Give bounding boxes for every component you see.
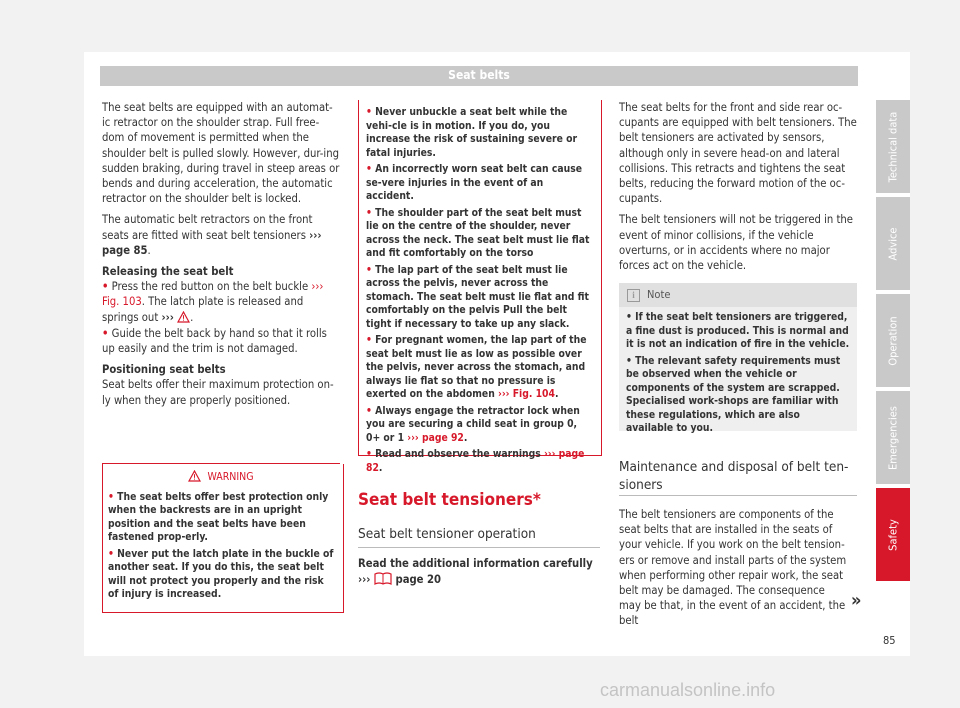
release-bullet-2-text: Guide the belt back by hand so that it rolls up easily and the trim is not damaged.: [102, 326, 327, 356]
warning-item-text: Always engage the retractor lock when you are securing a child seat in group 0, 0+ or 1: [366, 404, 580, 444]
note-header: [619, 283, 857, 307]
release-bullet-1-text: Press the red button on the belt buckle: [111, 280, 309, 294]
note-body: [619, 307, 857, 436]
tab-label: Emergencies: [886, 405, 900, 470]
bullet-icon: •: [366, 404, 372, 417]
release-bullet-1-text2: . The latch plate is released and springs out: [102, 295, 304, 324]
warning-triangle-icon: [177, 311, 190, 323]
tab-label: Technical data: [886, 111, 900, 182]
retractor-paragraph: [102, 212, 340, 258]
tab-label: Advice: [886, 227, 900, 260]
note-box: [619, 283, 857, 434]
warning-item-text: For pregnant women, the lap part of the seat belt must lie as low as possible over the pelvis, never across the stomach, and always lie flat so that no pressure is exerted on the abdomen: [366, 334, 587, 400]
warning-item-text: The shoulder part of the seat belt must lie on the centre of the shoulder, never across the neck. The seat belt must lie flat and fit comfortably on the torso: [366, 206, 590, 259]
column-1: [102, 100, 340, 414]
warning-box-seat-position: [102, 463, 340, 612]
bullet-icon: •: [366, 206, 372, 219]
release-bullet-1: [102, 279, 340, 325]
warning-item-text: Never put the latch plate in the buckle of another seat. If you do this, the seat belt will not protect you properly and the risk of injury is increased.: [108, 547, 334, 600]
bullet-icon: •: [366, 334, 372, 346]
release-bullet-1-end: .: [190, 310, 194, 324]
maintenance-paragraph: The belt tensioners are components of the seat belts that are installed in the seats of your vehicle. If you work on the belt tension-ers or remove and install parts of the system when performing other repair work, the seat belt may be damaged. The consequence may be that, in the event of an accident, the belt: [619, 508, 847, 628]
bullet-icon: •: [626, 311, 632, 323]
bullet-icon: •: [366, 263, 372, 276]
bullet-icon: •: [366, 448, 372, 460]
note-item: [626, 355, 850, 436]
positioning-heading-text: Positioning seat belts: [102, 363, 226, 377]
bullet-icon: •: [108, 547, 114, 560]
releasing-heading-text: Releasing the seat belt: [102, 265, 234, 279]
warning-item: • Always engage the retractor lock when you are securing a child seat in group 0, 0+ or 1 ››› page 92.: [366, 404, 580, 444]
warning-box-content: [359, 100, 601, 475]
watermark: carmanualsonline.info: [600, 680, 776, 700]
tensioner-paragraph-1: The seat belts for the front and side rear oc-cupants are equipped with belt tensioners. The belt tensioners are activated by sensors, although only in severe head-on and lateral collisions. This retracts and tightens the seat belts, reducing the forward motion of the oc-cupants.: [619, 101, 857, 206]
info-icon: i: [627, 289, 640, 302]
page-82-link[interactable]: ››› page 82: [366, 448, 585, 474]
tab-safety[interactable]: [876, 488, 910, 581]
tab-label: Operation: [886, 315, 900, 366]
page-header-title: Seat belts: [448, 68, 510, 82]
positioning-heading: [102, 362, 340, 377]
continue-arrow-icon: »: [851, 590, 862, 611]
tab-label: Safety: [886, 518, 900, 551]
bullet-icon: •: [626, 354, 632, 367]
bullet-icon: •: [366, 106, 372, 118]
fig-103-link[interactable]: ››› Fig. 103: [102, 280, 324, 309]
release-bullet-2: [102, 326, 340, 356]
bullet-icon: •: [102, 280, 109, 294]
retractor-text: The automatic belt retractors on the front seats are fitted with seat belt tensioners: [102, 213, 313, 242]
subtitle-divider: [358, 547, 600, 548]
retractor-end: .: [147, 243, 151, 257]
warning-item-text: The seat belts offer best protection only when the backrests are in an upright position and the seat belts have been fastened prop-erly.: [108, 490, 329, 543]
tensioner-paragraph-2: The belt tensioners will not be triggered in the event of minor collisions, if the vehicle overturns, or in accidents where no major forces act on the vehicle.: [619, 213, 853, 273]
warning-item-text: Never unbuckle a seat belt while the vehi-cle is in motion. If you do, you increase the risk of sustaining severe or fatal injuries.: [366, 106, 578, 159]
bullet-icon: •: [366, 163, 372, 175]
warning-item-text: Read and observe the warnings: [375, 448, 541, 460]
fig-104-link[interactable]: ››› Fig. 104: [498, 388, 555, 400]
page-85-link[interactable]: ››› page 85: [102, 228, 322, 257]
read-more-arrow[interactable]: ›››: [358, 572, 371, 586]
warning-item-text: An incorrectly worn seat belt can cause se-vere injuries in the event of an accident.: [366, 163, 583, 202]
section-title: Seat belt tensioners*: [358, 490, 541, 510]
warning-item: • Read and observe the warnings ››› page 82.: [366, 448, 585, 474]
releasing-heading: [102, 264, 340, 279]
warning-item: [366, 207, 594, 261]
warning-item: [366, 106, 594, 160]
warning-reference-arrow[interactable]: ›››: [161, 310, 174, 324]
read-more-text: Read the additional information carefully: [358, 557, 593, 570]
read-more-note: [358, 557, 600, 587]
warning-item: • For pregnant women, the lap part of the seat belt must lie as low as possible over the pelvis, never across the stomach, and always lie flat so that no pressure is exerted on the abdomen ››› Fig. 104.: [366, 334, 587, 400]
tab-operation[interactable]: [876, 294, 910, 387]
note-item: [626, 311, 850, 352]
note-item-text: The relevant safety requirements must be observed when the vehicle or components of the system are scrapped. Specialised work-shops are familiar with these regulations, which are also available to you.: [626, 354, 841, 434]
tab-advice[interactable]: [876, 197, 910, 290]
tab-technical-data[interactable]: [876, 100, 910, 193]
note-label: Note: [647, 288, 671, 301]
note-item-text: If the seat belt tensioners are triggered, a fine dust is produced. This is normal and it is not an indication of fire in the vehicle.: [626, 311, 850, 350]
positioning-paragraph: Seat belts offer their maximum protection on-ly when they are properly positioned.: [102, 378, 334, 407]
bullet-icon: •: [102, 326, 109, 340]
page-92-link[interactable]: ››› page 92: [407, 431, 464, 444]
maintenance-title: Maintenance and disposal of belt ten-sioners: [619, 459, 849, 493]
warning-box-continued: [358, 100, 602, 474]
page-number: 85: [883, 634, 896, 647]
tab-emergencies[interactable]: [876, 391, 910, 484]
page-header: [100, 66, 858, 86]
warning-box-border: [102, 464, 344, 613]
column-3: [619, 100, 857, 279]
book-icon: [374, 572, 392, 585]
bullet-icon: •: [108, 490, 114, 503]
maintenance-divider: [619, 495, 857, 496]
page-20-link[interactable]: page 20: [395, 572, 442, 586]
warning-item: [366, 163, 594, 204]
warning-label-text: WARNING: [207, 471, 254, 483]
section-subtitle: Seat belt tensioner operation: [358, 526, 536, 542]
warning-item: [366, 264, 594, 332]
warning-item-text: The lap part of the seat belt must lie across the pelvis, never across the stomach. The seat belt must lie flat and fit comfortably on the pelvis Pull the belt tight if necessary to take up any slack.: [366, 263, 589, 330]
intro-paragraph: The seat belts are equipped with an automat-ic retractor on the shoulder strap. Full free-dom of movement is permitted when the shoulder belt is pulled slowly. However, dur-ing sudden braking, during travel in steep areas or bends and during acceleration, the automatic retractor on the shoulder belt is locked.: [102, 101, 340, 206]
